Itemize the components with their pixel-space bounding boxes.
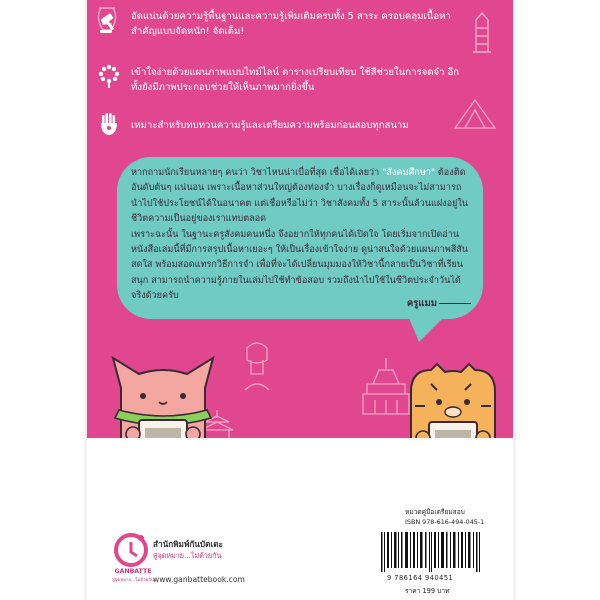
cover-edge <box>84 0 516 600</box>
feature-3-text: เหมาะสำหรับทบทวนความรู้และเตรียมความพร้อมก่อนสอบทุกสนาม <box>131 120 409 131</box>
price: ราคา 199 บาท <box>405 587 450 595</box>
publisher-name: สำนักพิมพ์กันบัตเตะ <box>153 539 223 549</box>
logo-wordmark: GANBATTE <box>114 568 152 575</box>
barcode-number: 9 786164 940451 <box>387 574 454 582</box>
intro-paragraph-2: เพราะฉะนั้น ในฐานะครูสังคมคนหนึ่ง จึงอยากให้ทุกคนได้เปิดใจ โดยเริ่มจากเปิดอ่านหนังสือเล่มนี้ที่มีการสรุปเนื้อหาเยอะๆ ให้เป็นเรื่องเข้าใจง่าย ดูน่าสนใจด้วยแผนภาพสีสันสดใส พร้อมสอดแทรกวิธีการจำ เพื่อที่จะได้เปลี่ยนมุมมองให้วิชานี้กลายเป็นวิชาที่เรียนสนุก สามารถนำความรู้ภายในเล่มไปใช้ทำข้อสอบ รวมถึงนำไปใช้ในชีวิตประจำวันได้จริงด้วยครับ <box>131 229 469 302</box>
intro-p1-end: ต้องติดอันดับต้นๆ แน่นอน เพราะเนื้อหาส่วนใหญ่ต้องท่องจำ บางเรื่องก็ดูเหมือนจะไม่สามารถนำไปใช้ประโยชน์ได้ในอนาคต แต่เชื่อหรือไม่ว่า วิชาสังคมทั้ง 5 สาระนั้นล้วนแฝงอยู่ในชีวิตความเป็นอยู่ของเราแทบตลอด <box>131 168 469 225</box>
book-category: หมวดคู่มือเตรียมสอบ <box>405 508 465 516</box>
publisher-slogan: สู่จุดหมาย...ไม่ด้วยกัน <box>153 551 222 560</box>
feature-2-text: เข้าใจง่ายด้วยแผนภาพแบบไทม์ไลน์ ตารางเปรียบเทียบ ใช้สีช่วยในการจดจำ อีกทั้งยังมีภาพประกอบช่วยให้เห็นภาพมากยิ่งขึ้น <box>131 67 460 93</box>
logo-tagline: สู่จุดหมาย...ไม่ด้วยกัน <box>112 578 154 583</box>
feature-1-text: อัดแน่นด้วยความรู้พื้นฐานและความรู้เพิ่มเติมครบทั้ง 5 สาระ ครอบคลุมเนื้อหาสำคัญแบบจัดหนัก! จัดเต็ม! <box>131 11 451 37</box>
isbn: ISBN 978-616-494-045-1 <box>405 518 485 526</box>
publisher-website: www.ganbattebook.com <box>153 575 245 584</box>
signature: ครูแมม <box>406 298 437 309</box>
intro-p1-start: หากถามนักเรียนหลายๆ คนว่า วิชาไหนน่าเบื่อที่สุด เชื่อได้เลยว่า <box>131 168 380 178</box>
intro-highlight-social-studies: "สังคมศึกษา" <box>382 168 436 178</box>
